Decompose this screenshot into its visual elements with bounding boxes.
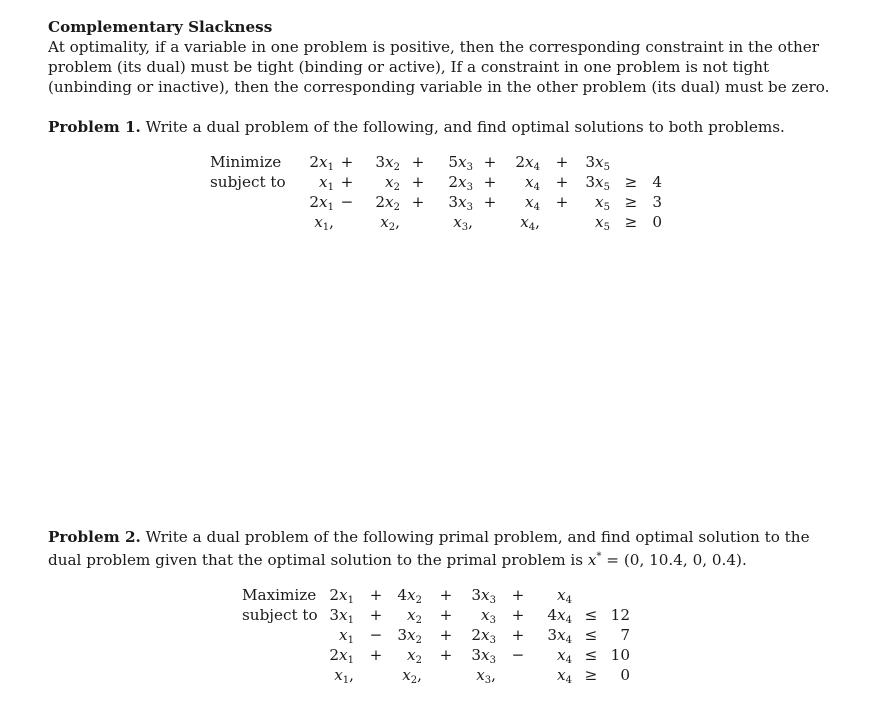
problem2-lp-term: $x_2$: [407, 606, 422, 626]
problem2-lp-term: 12: [610, 606, 630, 624]
problem1-lp-operator: −: [340, 193, 354, 211]
problem2-lp-operator: ≤: [584, 646, 598, 664]
problem2-solution-value: = (0, 10.4, 0, 0.4).: [601, 551, 747, 569]
problem2-lp-term: $2x_3$: [471, 626, 496, 646]
problem2-lp-operator: ≤: [584, 626, 598, 644]
problem1-statement: [48, 117, 838, 137]
problem1-lp-term: $x_3$,: [453, 213, 473, 233]
problem1-lp-operator: ≥: [624, 193, 638, 211]
problem1-lp-operator: +: [411, 193, 425, 211]
problem2-lp-term: $x_1$,: [334, 666, 354, 686]
problem1-lp-term: $x_2$,: [380, 213, 400, 233]
problem2-lp: [242, 585, 662, 695]
problem1-lp-term: $3x_5$: [585, 153, 610, 173]
problem2-lp-operator: ≤: [584, 606, 598, 624]
problem1-lp-term: $2x_1$: [309, 193, 334, 213]
problem2-lp-operator: ≥: [584, 666, 598, 684]
problem2-lp-term: 10: [610, 646, 630, 664]
problem1-lp-operator: +: [483, 173, 497, 191]
problem1-lp-operator: +: [555, 173, 569, 191]
problem1-lp-term: $2x_3$: [448, 173, 473, 193]
problem2-lp-operator: +: [511, 606, 525, 624]
problem2-lp-term: 0: [620, 666, 630, 684]
problem1-lp-term: $2x_1$: [309, 153, 334, 173]
problem2-lp-operator: +: [511, 626, 525, 644]
problem2-statement: [48, 527, 838, 570]
problem1-lp-term: $x_1$: [319, 173, 334, 193]
problem2-lp-term: $x_2$: [407, 646, 422, 666]
problem2-lp-term: $2x_1$: [329, 646, 354, 666]
problem1-lp-operator: ≥: [624, 213, 638, 231]
problem2-lp-term: $3x_3$: [471, 586, 496, 606]
section-title: Complementary Slackness: [48, 18, 273, 36]
problem1-lp-term: $3x_3$: [448, 193, 473, 213]
problem2-lp-operator: +: [439, 606, 453, 624]
problem1-lp-operator: +: [483, 153, 497, 171]
problem2-label: Problem 2.: [48, 528, 141, 546]
section-block: [48, 17, 838, 97]
problem2-lp-term: $2x_1$: [329, 586, 354, 606]
problem1-label: Problem 1.: [48, 118, 141, 136]
problem2-lp-term: $3x_1$: [329, 606, 354, 626]
problem1-lp-term: $x_4$: [525, 173, 540, 193]
problem2-solution-sup: *: [596, 551, 602, 562]
problem2-lp-operator: −: [369, 626, 383, 644]
problem1-lp-term: $x_5$: [595, 193, 610, 213]
problem1-lp-term: $x_4$: [525, 193, 540, 213]
problem1-lp-operator: +: [555, 193, 569, 211]
problem2-lp-operator: −: [511, 646, 525, 664]
problem2-lp-term: $3x_2$: [397, 626, 422, 646]
problem1-lp-term: $3x_5$: [585, 173, 610, 193]
problem2-constraint-word: subject to: [242, 606, 318, 624]
problem2-lp-operator: +: [439, 646, 453, 664]
problem2-solution-var: x: [587, 551, 597, 569]
problem1-lp-term: $3x_2$: [375, 153, 400, 173]
problem1-lp-term: 0: [652, 213, 662, 231]
section-body: At optimality, if a variable in one problem is positive, then the corresponding constraint in the other problem (its dual) must be tight (binding or active), If a constraint in one problem is not tight (unbinding or inactive), then the corresponding variable in the other problem (its dual) must be zero.: [48, 38, 830, 96]
problem1-lp-term: $5x_3$: [448, 153, 473, 173]
problem1-lp-term: $x_1$,: [314, 213, 334, 233]
problem2-lp-operator: +: [369, 586, 383, 604]
problem2-lp-operator: +: [439, 626, 453, 644]
problem2-lp-operator: +: [369, 606, 383, 624]
problem1-lp: [210, 152, 680, 242]
problem2-lp-operator: +: [511, 586, 525, 604]
problem2-lp-term: $x_4$: [557, 646, 572, 666]
problem2-lp-term: $x_3$: [481, 606, 496, 626]
problem2-lp-term: $x_4$: [557, 586, 572, 606]
problem1-lp-term: $2x_2$: [375, 193, 400, 213]
problem1-lp-operator: +: [340, 173, 354, 191]
problem2-lp-term: $x_3$,: [476, 666, 496, 686]
problem1-objective-word: Minimize: [210, 153, 282, 171]
problem2-lp-operator: +: [369, 646, 383, 664]
problem1-lp-term: $x_4$,: [520, 213, 540, 233]
problem1-lp-operator: +: [411, 173, 425, 191]
problem1-lp-term: $x_2$: [385, 173, 400, 193]
problem1-lp-term: 4: [652, 173, 662, 191]
problem1-lp-term: 3: [652, 193, 662, 211]
problem1-lp-operator: +: [340, 153, 354, 171]
problem2-lp-term: $3x_4$: [547, 626, 572, 646]
problem2-objective-word: Maximize: [242, 586, 317, 604]
problem1-lp-operator: +: [483, 193, 497, 211]
problem2-lp-term: $x_4$: [557, 666, 572, 686]
problem2-lp-term: $4x_4$: [547, 606, 572, 626]
problem2-lp-term: $x_1$: [339, 626, 354, 646]
problem1-lp-operator: +: [411, 153, 425, 171]
problem1-text: Write a dual problem of the following, and find optimal solutions to both problems.: [145, 118, 785, 136]
problem2-lp-term: $x_2$,: [402, 666, 422, 686]
problem2-lp-term: 7: [620, 626, 630, 644]
problem2-lp-term: $3x_3$: [471, 646, 496, 666]
problem2-lp-operator: +: [439, 586, 453, 604]
problem1-constraint-word: subject to: [210, 173, 286, 191]
problem1-lp-term: $x_5$: [595, 213, 610, 233]
problem2-lp-term: $4x_2$: [397, 586, 422, 606]
problem1-lp-term: $2x_4$: [515, 153, 540, 173]
problem1-lp-operator: +: [555, 153, 569, 171]
problem1-lp-operator: ≥: [624, 173, 638, 191]
problem2-text: Write a dual problem of the following primal problem, and find optimal solution to the dual problem given that the optimal solution to the primal problem is: [48, 528, 810, 569]
